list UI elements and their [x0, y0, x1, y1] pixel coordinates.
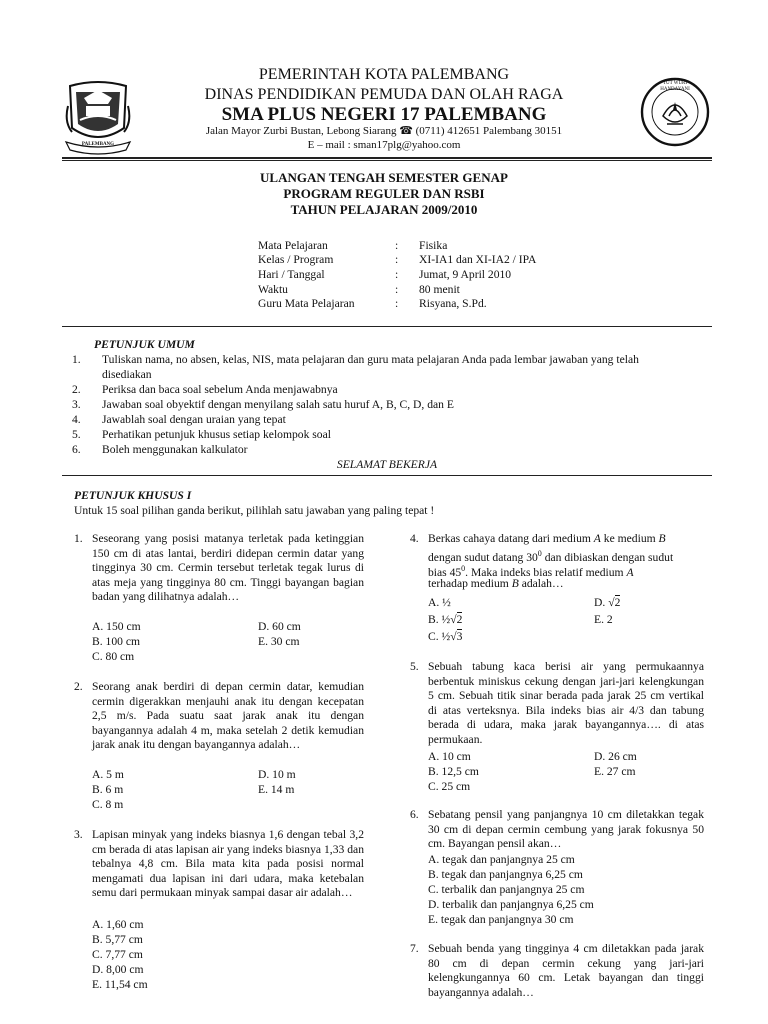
- sqrt-icon: √: [608, 596, 615, 609]
- question-text: Sebuah benda yang tingginya 4 cm diletakkan pada jarak 80 cm di depan cermin cekung yang jari-jari kelengkungannya 60 cm. Letak bayangan dan tinggi bayangannya adalah…: [428, 942, 704, 999]
- header-divider: [62, 157, 712, 159]
- question-number: 2.: [74, 680, 83, 693]
- radicand: 3: [456, 630, 463, 643]
- option-b[interactable]: B. tegak dan panjangnya 6,25 cm: [428, 868, 583, 881]
- info-sep: :: [395, 239, 399, 252]
- option-e[interactable]: E. tegak dan panjangnya 30 cm: [428, 913, 574, 926]
- text-fragment: bias 45: [428, 565, 462, 579]
- item-text: Boleh menggunakan kalkulator: [102, 443, 248, 456]
- option-a[interactable]: A. 10 cm: [428, 750, 471, 763]
- info-sep: :: [395, 253, 399, 266]
- option-label: D.: [594, 596, 606, 609]
- exam-year: TAHUN PELAJARAN 2009/2010: [290, 202, 478, 217]
- option-b[interactable]: B. 100 cm: [92, 635, 140, 648]
- info-sep: :: [395, 268, 399, 281]
- option-b[interactable]: B. 5,77 cm: [92, 933, 143, 946]
- info-sep: :: [395, 283, 399, 296]
- sqrt-icon: √: [450, 630, 457, 643]
- special-instructions-heading: PETUNJUK KHUSUS I: [74, 489, 192, 502]
- seal-text: TUT WURI HANDAYANI: [660, 81, 690, 92]
- school-address: Jalan Mayor Zurbi Bustan, Lebong Siarang ☎ (0711) 412651 Palembang 30151: [205, 125, 563, 137]
- info-value: 80 menit: [419, 283, 460, 296]
- info-label: Kelas / Program: [258, 253, 334, 266]
- left-logo-text: PALEMBANG: [81, 142, 115, 147]
- government-name: PEMERINTAH KOTA PALEMBANG: [258, 66, 510, 83]
- question-text: Sebuah tabung kaca berisi air yang permukaannya berbentuk miniskus cekung dengan jari-jari kelengkungan 5 cm. Sebuah titik sinar berada pada jarak 25 cm vertikal di atas verteksnya. Bila indeks bias air 4/3 dan tabung berada di udara, maka jarak bayangannya…. di atas permukaan.: [428, 660, 704, 746]
- info-label: Hari / Tanggal: [258, 268, 325, 281]
- option-c[interactable]: C. 25 cm: [428, 780, 471, 793]
- option-c[interactable]: C. 8 m: [92, 798, 124, 811]
- item-text: Jawaban soal obyektif dengan menyilang salah satu huruf A, B, C, D, dan E: [102, 398, 454, 411]
- sqrt-icon: √: [450, 613, 457, 626]
- option-d[interactable]: D. 10 m: [258, 768, 296, 781]
- degree-sup: 0: [461, 564, 466, 573]
- exam-title: ULANGAN TENGAH SEMESTER GENAP: [260, 170, 508, 185]
- degree-sup: 0: [537, 549, 542, 558]
- text-fragment: ke medium: [603, 532, 656, 545]
- text-fragment: Berkas cahaya datang dari medium: [428, 532, 591, 545]
- info-value: Fisika: [419, 239, 448, 252]
- info-value: Risyana, S.Pd.: [419, 297, 487, 310]
- text-fragment: adalah…: [521, 577, 564, 590]
- option-c[interactable]: C. 80 cm: [92, 650, 135, 663]
- info-value: Jumat, 9 April 2010: [419, 268, 512, 281]
- option-d[interactable]: D. 60 cm: [258, 620, 301, 633]
- medium-a: A: [626, 565, 634, 579]
- question-text: [428, 532, 666, 547]
- text-fragment: . Maka indeks bias relatif medium: [465, 565, 624, 579]
- special-instructions-intro: Untuk 15 soal pilihan ganda berikut, pilihlah satu jawaban yang paling tepat !: [74, 504, 435, 517]
- option-label: C. ½: [428, 630, 451, 643]
- medium-b: B: [511, 577, 519, 590]
- option-e[interactable]: E. 11,54 cm: [92, 978, 148, 991]
- option-d[interactable]: D. terbalik dan panjangnya 6,25 cm: [428, 898, 594, 911]
- text-fragment: terhadap medium: [428, 577, 509, 590]
- option-d[interactable]: D. 26 cm: [594, 750, 637, 763]
- question-text: Lapisan minyak yang indeks biasnya 1,6 dengan tebal 3,2 cm berada di atas lapisan air yang indeks biasnya 1,33 dan tebalnya 4,8 cm. Bila mata kita pada posisi normal mengamati dua lapisan ini dari udara, maka ketebalan semu dari permukaan minyak sampai dasar air adalah…: [92, 828, 364, 900]
- option-a[interactable]: A. 5 m: [92, 768, 124, 781]
- question-number: 3.: [74, 828, 83, 841]
- info-sep: :: [395, 297, 399, 310]
- question-number: 7.: [410, 942, 419, 955]
- item-text: Perhatikan petunjuk khusus setiap kelompok soal: [102, 428, 331, 441]
- option-c[interactable]: C. 7,77 cm: [92, 948, 143, 961]
- info-value: XI-IA1 dan XI-IA2 / IPA: [419, 253, 537, 266]
- option-b[interactable]: B. 12,5 cm: [428, 765, 479, 778]
- item-text: Jawablah soal dengan uraian yang tepat: [102, 413, 286, 426]
- info-label: Guru Mata Pelajaran: [258, 297, 355, 310]
- question-number: 5.: [410, 660, 419, 673]
- option-e[interactable]: E. 14 m: [258, 783, 295, 796]
- medium-a: A: [593, 532, 601, 545]
- option-a[interactable]: A. 1,60 cm: [92, 918, 144, 931]
- option-d[interactable]: D. 8,00 cm: [92, 963, 144, 976]
- school-email: E – mail : sman17plg@yahoo.com: [307, 139, 461, 151]
- item-text: disediakan: [102, 368, 152, 381]
- radicand: 2: [614, 596, 621, 609]
- option-a[interactable]: A. tegak dan panjangnya 25 cm: [428, 853, 575, 866]
- general-instructions-heading: PETUNJUK UMUM: [94, 338, 195, 351]
- radicand: 2: [456, 613, 463, 626]
- text-fragment: dan dibiaskan dengan sudut: [541, 550, 674, 564]
- text-fragment: dengan sudut datang 30: [428, 550, 538, 564]
- department-name: DINAS PENDIDIKAN PEMUDA DAN OLAH RAGA: [204, 86, 564, 103]
- question-text: Seorang anak berdiri di depan cermin datar, kemudian cermin digerakkan menjauhi anak itu dengan kecepatan 2,5 m/s. Pada suatu saat jarak anak itu dengan bayangannya adalah 4 m, maka setelah 2 detik kemudian jarak anak itu dengan bayangannya adalah…: [92, 680, 364, 752]
- question-text: Seseorang yang posisi matanya terletak pada ketinggian 150 cm di atas lantai, berdiri didepan cermin datar yang tingginya 30 cm. Cermin tersebut terletak tegak lurus di atas meja yang tingginya 80 cm. Tinggi bayangan bagian badan yang dilihatnya adalah…: [92, 532, 364, 604]
- question-number: 1.: [74, 532, 83, 545]
- item-number: 6.: [72, 443, 81, 456]
- info-divider: [62, 326, 712, 327]
- option-b[interactable]: B. 6 m: [92, 783, 124, 796]
- instructions-divider: [62, 475, 712, 476]
- item-number: 2.: [72, 383, 81, 396]
- option-a[interactable]: A. 150 cm: [92, 620, 141, 633]
- item-number: 3.: [72, 398, 81, 411]
- info-label: Waktu: [258, 283, 288, 296]
- school-name: SMA PLUS NEGERI 17 PALEMBANG: [221, 104, 547, 125]
- item-text: Periksa dan baca soal sebelum Anda menjawabnya: [102, 383, 338, 396]
- option-label: B. ½: [428, 613, 451, 626]
- medium-b: B: [658, 532, 666, 545]
- question-number: 4.: [410, 532, 419, 545]
- closing-text: SELAMAT BEKERJA: [336, 458, 438, 471]
- option-e[interactable]: E. 27 cm: [594, 765, 636, 778]
- exam-program: PROGRAM REGULER DAN RSBI: [283, 186, 485, 201]
- info-label: Mata Pelajaran: [258, 239, 328, 252]
- item-number: 4.: [72, 413, 81, 426]
- item-number: 5.: [72, 428, 81, 441]
- option-e[interactable]: E. 2: [594, 613, 613, 626]
- option-d[interactable]: [594, 596, 620, 611]
- option-b[interactable]: [428, 613, 462, 628]
- option-c[interactable]: C. terbalik dan panjangnya 25 cm: [428, 883, 585, 896]
- option-a[interactable]: A. ½: [428, 596, 451, 609]
- item-text: Tuliskan nama, no absen, kelas, NIS, mata pelajaran dan guru mata pelajaran Anda pada lembar jawaban yang telah: [102, 353, 639, 366]
- question-text: Sebatang pensil yang panjangnya 10 cm diletakkan tegak 30 cm di depan cermin cembung yang jarak fokusnya 50 cm. Bayangan pensil akan…: [428, 808, 704, 851]
- option-e[interactable]: E. 30 cm: [258, 635, 300, 648]
- question-number: 6.: [410, 808, 419, 821]
- item-number: 1.: [72, 353, 81, 366]
- option-c[interactable]: [428, 630, 462, 645]
- header-divider-thin: [62, 160, 712, 161]
- question-text-line4: [428, 577, 564, 592]
